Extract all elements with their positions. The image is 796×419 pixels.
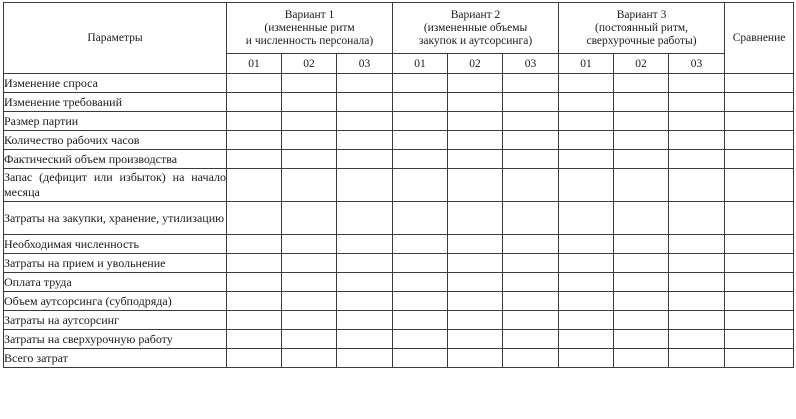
empty-cell — [448, 131, 503, 150]
v1-period-01: 01 — [227, 54, 282, 74]
table-row — [4, 112, 794, 131]
empty-cell — [393, 349, 448, 368]
empty-cell — [559, 112, 614, 131]
variant-3-title: Вариант 3 — [616, 8, 667, 21]
empty-cell — [503, 254, 559, 273]
empty-cell — [282, 93, 337, 112]
empty-cell — [614, 311, 669, 330]
variant-2-desc-line2: закупок и аутсорсинга) — [418, 34, 533, 47]
table-row — [4, 202, 794, 235]
row-label: Фактический объем производства — [4, 150, 227, 169]
params-header: Параметры — [4, 3, 227, 74]
empty-cell — [614, 131, 669, 150]
empty-cell — [725, 150, 794, 169]
empty-cell — [559, 202, 614, 235]
table-row — [4, 93, 794, 112]
empty-cell — [448, 330, 503, 349]
table-row — [4, 150, 794, 169]
row-label: Объем аутсорсинга (субподряда) — [4, 292, 227, 311]
variant-2-desc-line1: (измененные объемы — [423, 21, 528, 34]
empty-cell — [559, 330, 614, 349]
empty-cell — [337, 330, 393, 349]
empty-cell — [227, 150, 282, 169]
empty-cell — [282, 349, 337, 368]
empty-cell — [393, 273, 448, 292]
empty-cell — [282, 150, 337, 169]
table-row — [4, 273, 794, 292]
empty-cell — [559, 311, 614, 330]
empty-cell — [559, 273, 614, 292]
variant-3-header — [559, 3, 725, 54]
row-label: Затраты на закупки, хранение, утилизацию — [4, 202, 227, 235]
variant-3-desc-line1: (постоянный ритм, — [595, 21, 689, 34]
empty-cell — [614, 349, 669, 368]
empty-cell — [337, 169, 393, 202]
empty-cell — [503, 292, 559, 311]
empty-cell — [393, 93, 448, 112]
empty-cell — [448, 112, 503, 131]
empty-cell — [393, 169, 448, 202]
table-row — [4, 254, 794, 273]
empty-cell — [725, 349, 794, 368]
variant-1-title: Вариант 1 — [284, 8, 335, 21]
empty-cell — [669, 292, 725, 311]
empty-cell — [448, 349, 503, 368]
empty-cell — [337, 112, 393, 131]
empty-cell — [503, 202, 559, 235]
header-row-main — [4, 3, 794, 54]
empty-cell — [393, 330, 448, 349]
row-label: Количество рабочих часов — [4, 131, 227, 150]
v1-period-02: 02 — [282, 54, 337, 74]
empty-cell — [393, 74, 448, 93]
empty-cell — [227, 131, 282, 150]
row-label: Необходимая численность — [4, 235, 227, 254]
comparison-table — [3, 2, 794, 368]
variant-1-header — [227, 3, 393, 54]
empty-cell — [503, 112, 559, 131]
row-label: Затраты на аутсорсинг — [4, 311, 227, 330]
v1-period-03: 03 — [337, 54, 393, 74]
empty-cell — [503, 235, 559, 254]
empty-cell — [614, 235, 669, 254]
empty-cell — [559, 169, 614, 202]
empty-cell — [282, 202, 337, 235]
empty-cell — [559, 254, 614, 273]
variant-1-desc-line2: и численность персонала) — [245, 34, 374, 47]
empty-cell — [393, 235, 448, 254]
empty-cell — [282, 311, 337, 330]
empty-cell — [227, 292, 282, 311]
empty-cell — [614, 150, 669, 169]
empty-cell — [725, 93, 794, 112]
empty-cell — [559, 292, 614, 311]
empty-cell — [503, 273, 559, 292]
empty-cell — [393, 254, 448, 273]
empty-cell — [725, 254, 794, 273]
empty-cell — [227, 74, 282, 93]
empty-cell — [614, 93, 669, 112]
empty-cell — [282, 254, 337, 273]
table-row — [4, 235, 794, 254]
empty-cell — [337, 235, 393, 254]
v2-period-02: 02 — [448, 54, 503, 74]
empty-cell — [282, 131, 337, 150]
empty-cell — [503, 150, 559, 169]
empty-cell — [227, 169, 282, 202]
empty-cell — [559, 93, 614, 112]
empty-cell — [503, 74, 559, 93]
empty-cell — [282, 273, 337, 292]
empty-cell — [337, 349, 393, 368]
empty-cell — [725, 169, 794, 202]
empty-cell — [669, 74, 725, 93]
v3-period-03: 03 — [669, 54, 725, 74]
empty-cell — [337, 273, 393, 292]
empty-cell — [337, 74, 393, 93]
empty-cell — [614, 330, 669, 349]
empty-cell — [503, 131, 559, 150]
empty-cell — [227, 112, 282, 131]
empty-cell — [227, 349, 282, 368]
row-label: Запас (дефицит или избыток) на начало месяца — [4, 169, 227, 202]
row-label: Всего затрат — [4, 349, 227, 368]
empty-cell — [448, 93, 503, 112]
row-label: Затраты на сверхурочную работу — [4, 330, 227, 349]
empty-cell — [669, 150, 725, 169]
empty-cell — [448, 311, 503, 330]
empty-cell — [669, 235, 725, 254]
empty-cell — [725, 74, 794, 93]
empty-cell — [337, 131, 393, 150]
empty-cell — [282, 292, 337, 311]
empty-cell — [448, 74, 503, 93]
empty-cell — [282, 112, 337, 131]
empty-cell — [448, 169, 503, 202]
empty-cell — [337, 93, 393, 112]
row-label: Изменение спроса — [4, 74, 227, 93]
empty-cell — [448, 254, 503, 273]
empty-cell — [559, 349, 614, 368]
empty-cell — [227, 311, 282, 330]
empty-cell — [669, 112, 725, 131]
empty-cell — [448, 235, 503, 254]
table-row — [4, 74, 794, 93]
empty-cell — [725, 131, 794, 150]
table-row — [4, 169, 794, 202]
empty-cell — [725, 235, 794, 254]
empty-cell — [725, 273, 794, 292]
empty-cell — [337, 311, 393, 330]
empty-cell — [669, 131, 725, 150]
empty-cell — [725, 112, 794, 131]
variant-1-desc-line1: (измененные ритм — [264, 21, 355, 34]
empty-cell — [393, 112, 448, 131]
empty-cell — [559, 235, 614, 254]
empty-cell — [725, 311, 794, 330]
table-row — [4, 292, 794, 311]
empty-cell — [669, 254, 725, 273]
v3-period-01: 01 — [559, 54, 614, 74]
empty-cell — [393, 131, 448, 150]
compare-header: Сравнение — [725, 3, 794, 74]
empty-cell — [669, 202, 725, 235]
empty-cell — [725, 330, 794, 349]
empty-cell — [614, 169, 669, 202]
empty-cell — [393, 292, 448, 311]
empty-cell — [337, 202, 393, 235]
variant-3-desc-line2: сверхурочные работы) — [586, 34, 697, 47]
empty-cell — [503, 311, 559, 330]
v2-period-01: 01 — [393, 54, 448, 74]
empty-cell — [227, 330, 282, 349]
empty-cell — [227, 235, 282, 254]
empty-cell — [559, 131, 614, 150]
table-row — [4, 131, 794, 150]
empty-cell — [725, 202, 794, 235]
empty-cell — [282, 169, 337, 202]
v2-period-03: 03 — [503, 54, 559, 74]
empty-cell — [559, 150, 614, 169]
row-label: Изменение требований — [4, 93, 227, 112]
empty-cell — [282, 74, 337, 93]
empty-cell — [337, 254, 393, 273]
empty-cell — [282, 330, 337, 349]
empty-cell — [227, 93, 282, 112]
table-row — [4, 330, 794, 349]
row-label: Затраты на прием и увольнение — [4, 254, 227, 273]
empty-cell — [227, 254, 282, 273]
empty-cell — [669, 311, 725, 330]
empty-cell — [393, 202, 448, 235]
empty-cell — [448, 202, 503, 235]
empty-cell — [503, 349, 559, 368]
empty-cell — [669, 349, 725, 368]
empty-cell — [559, 74, 614, 93]
empty-cell — [448, 150, 503, 169]
variant-2-header — [393, 3, 559, 54]
empty-cell — [282, 235, 337, 254]
v3-period-02: 02 — [614, 54, 669, 74]
table-row — [4, 311, 794, 330]
empty-cell — [614, 254, 669, 273]
empty-cell — [393, 311, 448, 330]
table-row — [4, 349, 794, 368]
empty-cell — [669, 330, 725, 349]
row-label: Оплата труда — [4, 273, 227, 292]
variant-2-title: Вариант 2 — [450, 8, 501, 21]
empty-cell — [448, 273, 503, 292]
empty-cell — [503, 330, 559, 349]
empty-cell — [614, 273, 669, 292]
empty-cell — [669, 273, 725, 292]
row-label: Размер партии — [4, 112, 227, 131]
empty-cell — [227, 273, 282, 292]
empty-cell — [614, 74, 669, 93]
empty-cell — [503, 169, 559, 202]
empty-cell — [614, 202, 669, 235]
empty-cell — [503, 93, 559, 112]
empty-cell — [669, 93, 725, 112]
empty-cell — [448, 292, 503, 311]
empty-cell — [614, 112, 669, 131]
empty-cell — [614, 292, 669, 311]
empty-cell — [393, 150, 448, 169]
empty-cell — [337, 292, 393, 311]
empty-cell — [227, 202, 282, 235]
empty-cell — [669, 169, 725, 202]
empty-cell — [337, 150, 393, 169]
empty-cell — [725, 292, 794, 311]
